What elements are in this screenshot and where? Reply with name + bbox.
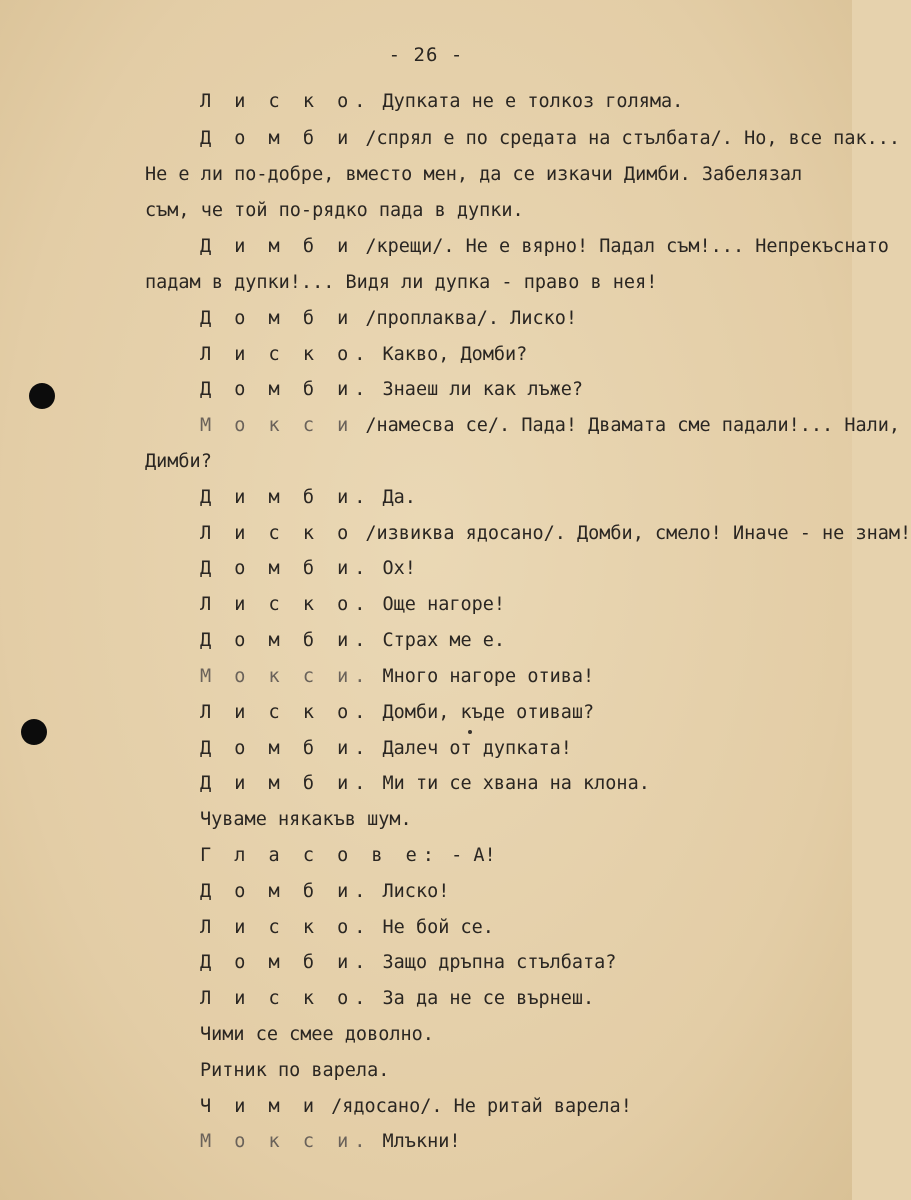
line-text: Ритник по варела.: [200, 1060, 390, 1081]
script-line: [145, 450, 212, 474]
speaker-name: М о к с и: [200, 415, 355, 436]
line-text: Далеч от дупката!: [371, 738, 572, 759]
line-text: Не е ли по-добре, вместо мен, да се изкачи Димби. Забелязал: [145, 164, 803, 185]
script-line: [200, 772, 650, 796]
line-text: /извиква ядосано/. Домби, смело! Иначе - не знам!: [354, 523, 911, 544]
line-text: съм, че той по-рядко пада в дупки.: [145, 200, 524, 221]
script-line: [200, 378, 583, 402]
line-text: Страх ме е.: [371, 630, 506, 651]
script-line: [200, 557, 416, 581]
line-text: За да не се върнеш.: [371, 988, 595, 1009]
line-text: Димби?: [145, 451, 212, 472]
line-text: Още нагоре!: [371, 594, 506, 615]
line-text: падам в дупки!... Видя ли дупка - право в нея!: [145, 272, 658, 293]
speaker-name: Л и с к о.: [200, 917, 372, 938]
script-line: [200, 1095, 632, 1119]
script-line: [200, 987, 594, 1011]
script-line: [145, 271, 657, 295]
speaker-name: Д о м б и: [200, 128, 355, 149]
speaker-name: Д о м б и.: [200, 630, 372, 651]
script-line: [200, 307, 577, 331]
speaker-name: Л и с к о.: [200, 702, 372, 723]
stage-direction: [200, 808, 412, 832]
script-line: [200, 665, 594, 689]
ink-speck: [468, 730, 472, 734]
speaker-name: Л и с к о: [200, 523, 355, 544]
line-text: /намесва се/. Пада! Двамата сме падали!... Нали,: [354, 415, 901, 436]
stage-direction: [200, 1059, 389, 1083]
line-text: Ох!: [371, 558, 416, 579]
line-text: /проплаква/. Лиско!: [354, 308, 578, 329]
speaker-name: Д о м б и.: [200, 379, 372, 400]
line-text: /ядосано/. Не ритай варела!: [319, 1096, 632, 1117]
speaker-name: М о к с и.: [200, 666, 372, 687]
speaker-name: Л и с к о.: [200, 344, 372, 365]
line-text: - А!: [439, 845, 496, 866]
speaker-name: Д и м б и.: [200, 773, 372, 794]
script-line: [200, 414, 900, 438]
line-text: Защо дръпна стълбата?: [371, 952, 617, 973]
script-line: [200, 235, 889, 259]
script-line: [200, 593, 505, 617]
script-line: [200, 844, 496, 868]
script-line: [200, 737, 572, 761]
script-line: [200, 1130, 461, 1154]
line-text: Дупката не е толкоз голяма.: [371, 91, 684, 112]
line-text: Лиско!: [371, 881, 450, 902]
script-line: [200, 90, 683, 114]
speaker-name: Д о м б и.: [200, 558, 372, 579]
speaker-name: Л и с к о.: [200, 988, 372, 1009]
script-line: [145, 163, 802, 187]
script-line: [145, 199, 524, 223]
script-line: [200, 522, 911, 546]
speaker-name: Д о м б и: [200, 308, 355, 329]
speaker-name: Д о м б и.: [200, 952, 372, 973]
speaker-name: Д о м б и.: [200, 881, 372, 902]
page-number: - 26 -: [388, 44, 464, 66]
speaker-name: Л и с к о.: [200, 91, 372, 112]
line-text: Не бой се.: [371, 917, 494, 938]
script-line: [200, 486, 416, 510]
speaker-name: Ч и м и: [200, 1096, 320, 1117]
line-text: Знаеш ли как лъже?: [371, 379, 584, 400]
punch-hole-bottom: [21, 719, 47, 745]
stage-direction: [200, 1023, 434, 1047]
speaker-name: Д и м б и.: [200, 487, 372, 508]
line-text: Чуваме някакъв шум.: [200, 809, 412, 830]
line-text: Да.: [371, 487, 416, 508]
line-text: Какво, Домби?: [371, 344, 528, 365]
script-line: [200, 629, 505, 653]
script-line: [200, 127, 900, 151]
script-line: [200, 880, 449, 904]
script-line: [200, 343, 527, 367]
line-text: Чими се смее доволно.: [200, 1024, 434, 1045]
line-text: /крещи/. Не е вярно! Падал съм!... Непрекъснато: [354, 236, 889, 257]
line-text: Млъкни!: [371, 1131, 461, 1152]
script-line: [200, 701, 594, 725]
line-text: /спрял е по средата на стълбата/. Но, все пак...: [354, 128, 901, 149]
line-text: Домби, къде отиваш?: [371, 702, 595, 723]
line-text: Ми ти се хвана на клона.: [371, 773, 650, 794]
speaker-name: Г л а с о в е:: [200, 845, 440, 866]
speaker-name: М о к с и.: [200, 1131, 372, 1152]
speaker-name: Д и м б и: [200, 236, 355, 257]
script-line: [200, 951, 616, 975]
speaker-name: Д о м б и.: [200, 738, 372, 759]
punch-hole-top: [29, 383, 55, 409]
script-line: [200, 916, 494, 940]
speaker-name: Л и с к о.: [200, 594, 372, 615]
line-text: Много нагоре отива!: [371, 666, 595, 687]
